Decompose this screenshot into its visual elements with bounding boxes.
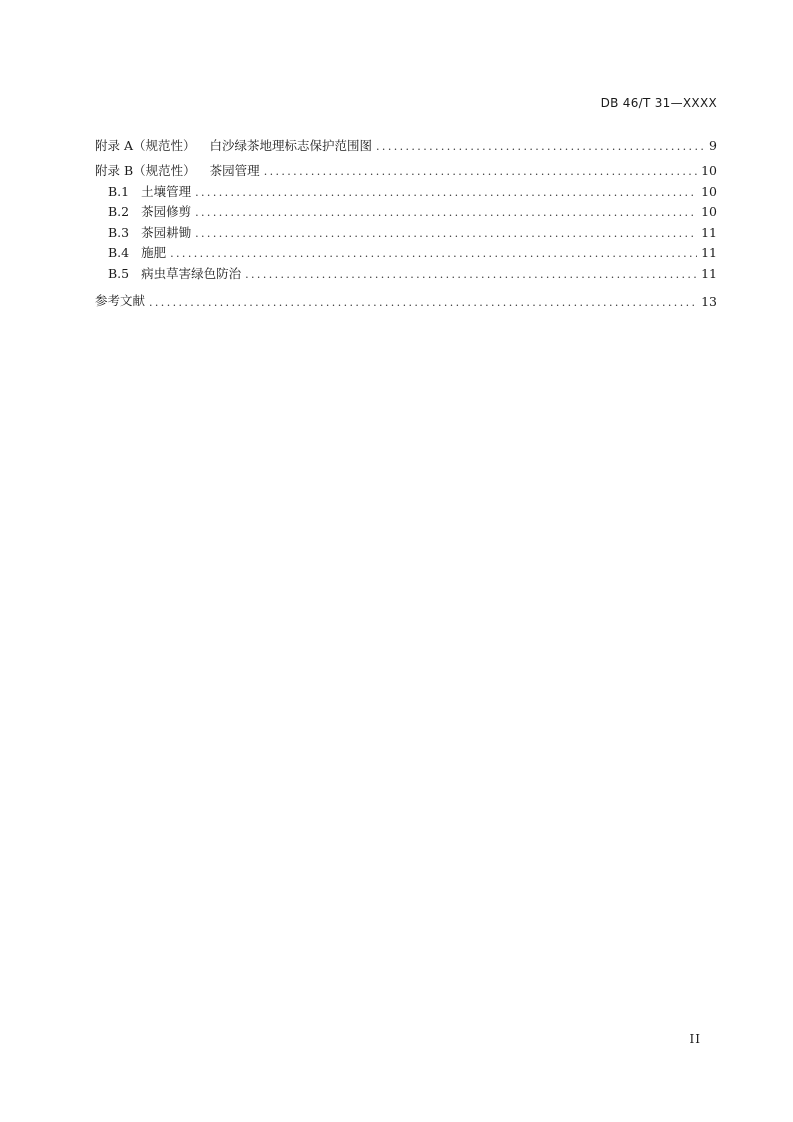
toc-leader-dots [195,227,697,240]
toc-entry-title: 附录 A（规范性） [95,138,196,153]
toc-entry-title: 病虫草害绿色防治 [141,265,242,281]
toc-entry-page: 9 [709,138,717,153]
toc-entry-page: 10 [701,163,717,178]
toc-entry-title: 施肥 [141,245,167,260]
toc-entry-appendix-a[interactable] [95,136,717,161]
toc-entry-appendix-b[interactable] [95,161,717,182]
toc-leader-dots [245,268,697,281]
toc-entry-page: 11 [701,245,717,260]
toc-entry-b5[interactable] [95,264,717,285]
toc-leader-dots [264,165,697,178]
toc-leader-dots [195,206,697,219]
toc-entry-page: 10 [701,183,717,199]
toc-entry-b1[interactable] [95,182,717,203]
toc-entry-title: 茶园耕锄 [141,224,192,240]
toc-leader-dots [376,140,703,153]
toc-entry-subtitle: 白沙绿茶地理标志保护范围图 [209,138,373,153]
page-number: II [689,1032,701,1046]
toc-entry-title: 土壤管理 [141,183,192,199]
document-code: DB 46/T 31—XXXX [600,96,717,110]
table-of-contents [95,136,717,309]
toc-entry-page: 10 [701,204,717,219]
toc-entry-title: 茶园修剪 [141,204,192,219]
toc-entry-b3[interactable] [95,223,717,244]
toc-entry-number: B.4 [108,245,130,260]
toc-entry-page: 11 [701,265,717,281]
toc-entry-number: B.1 [108,183,130,199]
toc-entry-title: 参考文献 [95,293,146,308]
toc-entry-subtitle: 茶园管理 [209,163,260,178]
toc-entry-b4[interactable] [95,243,717,264]
toc-entry-number: B.2 [108,204,130,219]
toc-entry-page: 13 [701,294,717,309]
toc-leader-dots [170,247,697,260]
toc-entry-title: 附录 B（规范性） [95,163,196,178]
toc-leader-dots [195,186,697,199]
toc-entry-references[interactable] [95,284,717,309]
toc-entry-number: B.3 [108,224,130,240]
toc-entry-number: B.5 [108,265,130,281]
toc-entry-b2[interactable] [95,202,717,223]
toc-leader-dots [149,296,697,309]
toc-entry-page: 11 [701,224,717,240]
